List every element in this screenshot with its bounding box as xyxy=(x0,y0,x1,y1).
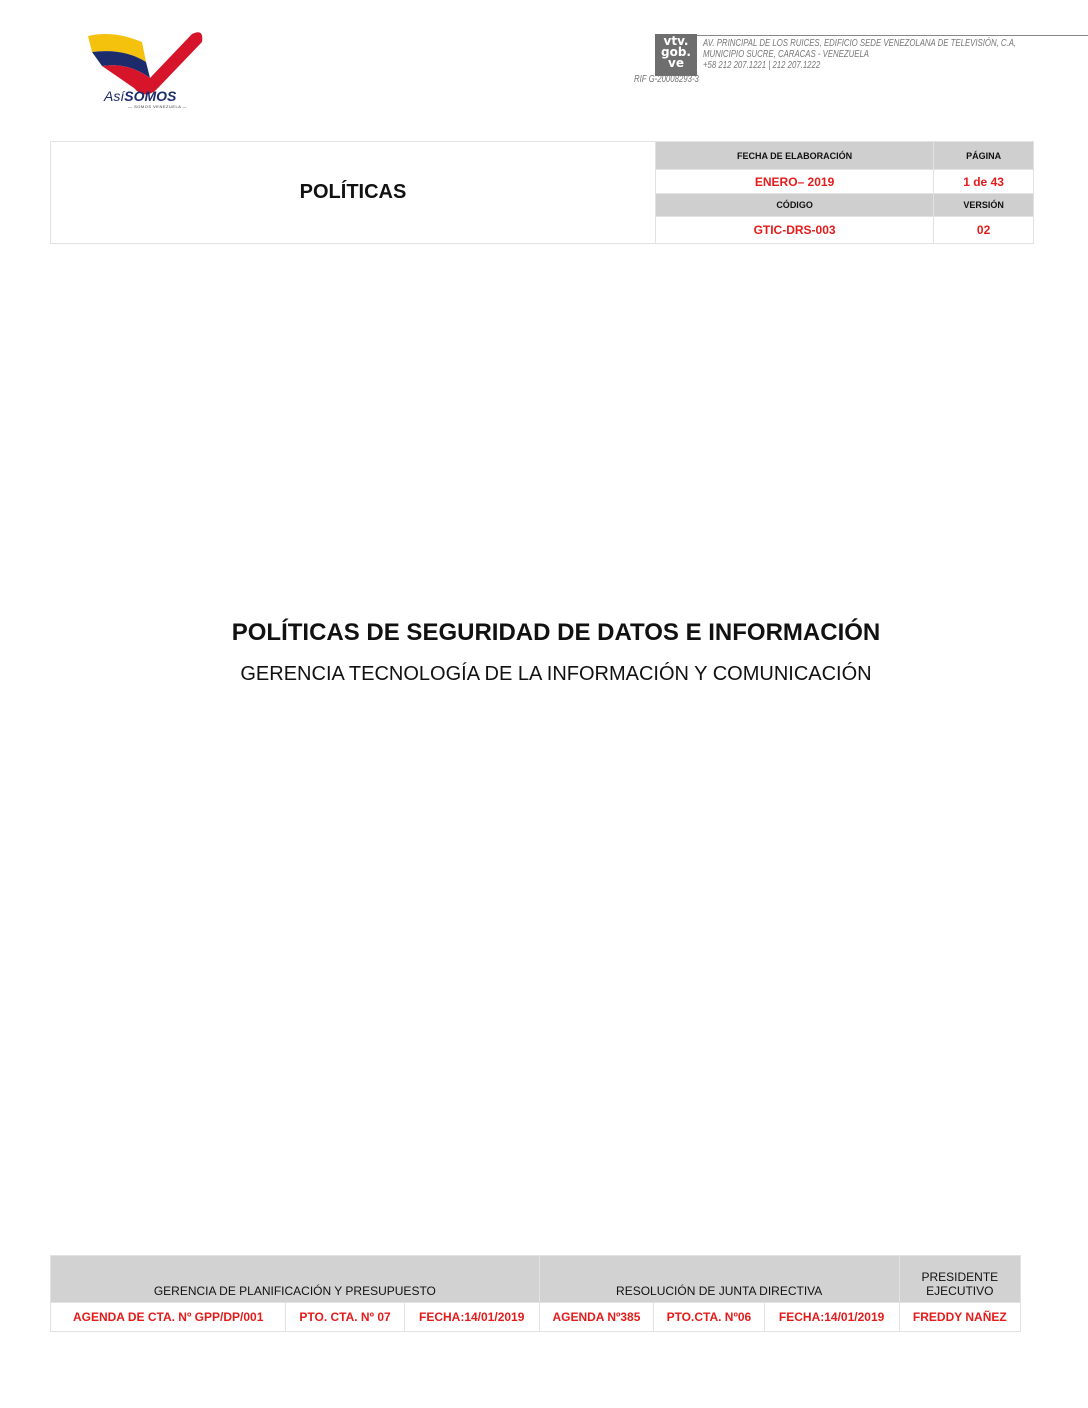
brand-name: AsíSOMOS xyxy=(104,88,177,104)
planning-head: GERENCIA DE PLANIFICACIÓN Y PRESUPUESTO xyxy=(51,1256,540,1303)
approval-table xyxy=(50,1255,1021,1332)
vtv-address: AV. PRINCIPAL DE LOS RUICES, EDIFICIO SEDE VENEZOLANA DE TELEVISIÓN, C.A, MUNICIPIO SUCRE, CARACAS - VENEZUELA +58 212 207.1221 | 212 207.1222 xyxy=(703,38,1017,71)
approval-cell: PTO.CTA. Nº06 xyxy=(654,1303,764,1332)
fecha-value: ENERO– 2019 xyxy=(656,170,934,194)
vtv-rif: RIF G-20008293-3 xyxy=(634,74,699,85)
approval-cell: FECHA:14/01/2019 xyxy=(404,1303,539,1332)
document-header-table xyxy=(50,141,1034,244)
header-title: POLÍTICAS xyxy=(51,142,656,244)
president-head: PRESIDENTE EJECUTIVO xyxy=(899,1256,1020,1303)
version-label: VERSIÓN xyxy=(934,194,1034,217)
version-value: 02 xyxy=(934,217,1034,244)
document-subtitle: GERENCIA TECNOLOGÍA DE LA INFORMACIÓN Y COMUNICACIÓN xyxy=(240,663,872,685)
fecha-label: FECHA DE ELABORACIÓN xyxy=(656,142,934,170)
header-rule xyxy=(697,35,1088,36)
brand-tagline: — SOMOS VENEZUELA — xyxy=(128,104,188,109)
pagina-label: PÁGINA xyxy=(934,142,1034,170)
pagina-value: 1 de 43 xyxy=(934,170,1034,194)
approval-cell: FREDDY NAÑEZ xyxy=(899,1303,1020,1332)
codigo-value: GTIC-DRS-003 xyxy=(656,217,934,244)
approval-cell: AGENDA Nº385 xyxy=(539,1303,653,1332)
vtv-logo: vtv. gob. ve xyxy=(655,34,697,76)
approval-cell: AGENDA DE CTA. Nº GPP/DP/001 xyxy=(51,1303,286,1332)
resolution-head: RESOLUCIÓN DE JUNTA DIRECTIVA xyxy=(539,1256,899,1303)
codigo-label: CÓDIGO xyxy=(656,194,934,217)
approval-cell: FECHA:14/01/2019 xyxy=(764,1303,899,1332)
document-title: POLÍTICAS DE SEGURIDAD DE DATOS E INFORMACIÓN xyxy=(231,619,881,646)
approval-cell: PTO. CTA. Nº 07 xyxy=(286,1303,404,1332)
